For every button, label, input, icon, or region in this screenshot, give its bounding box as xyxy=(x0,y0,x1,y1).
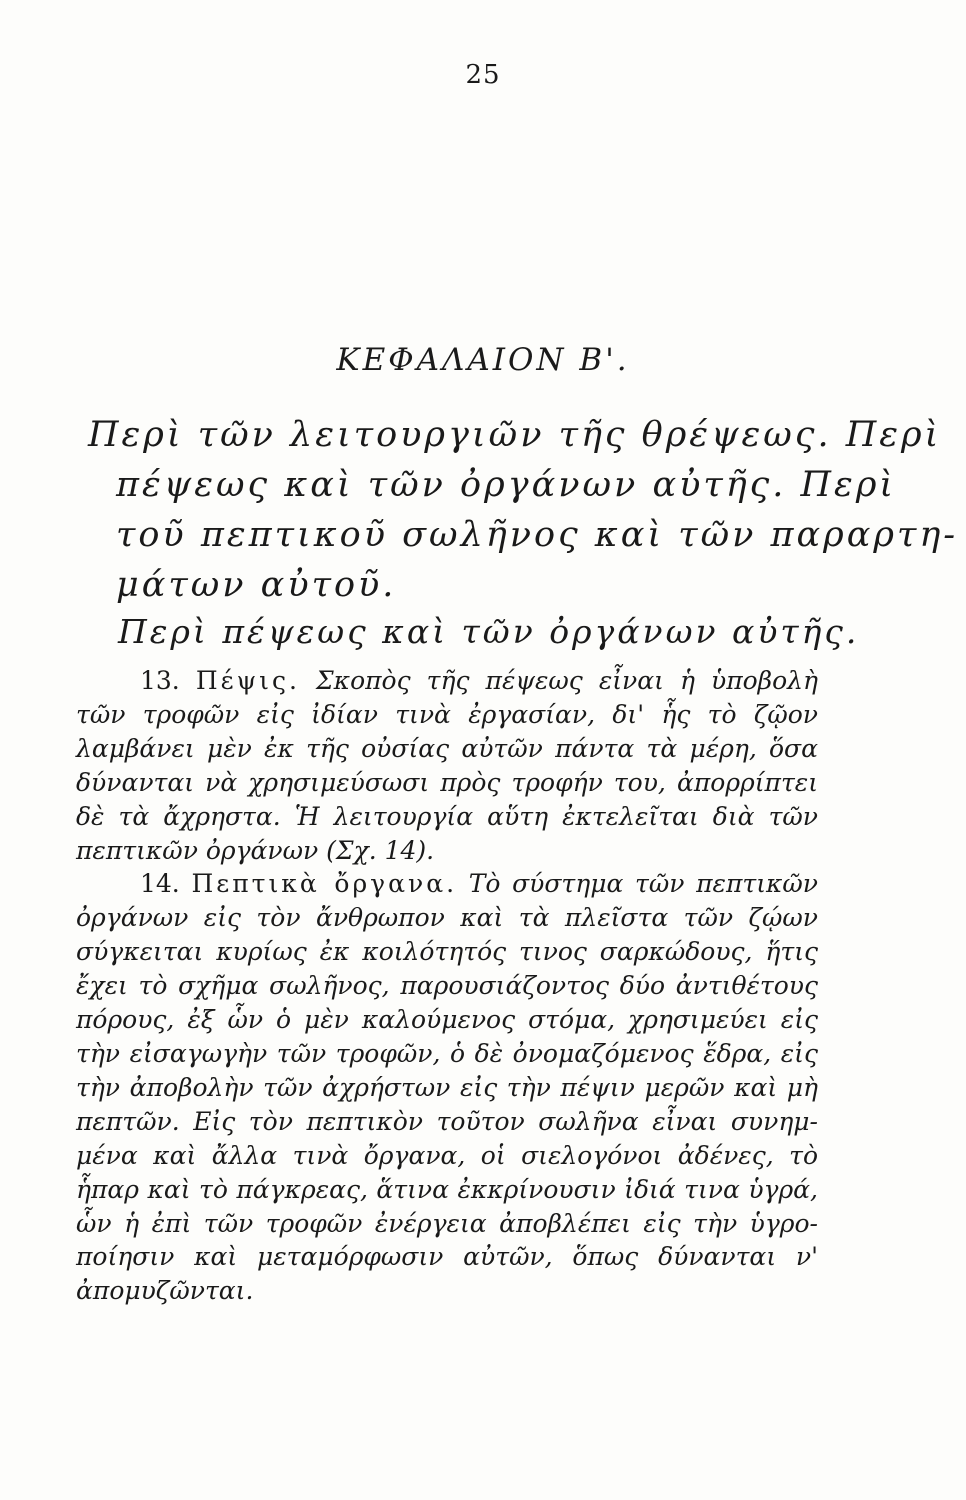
paragraph-line: δύνανται νὰ χρησιμεύσωσι πρὸς τροφήν του, ἀπορρίπτει xyxy=(76,767,818,797)
paragraph-number: 14. xyxy=(140,869,180,899)
paragraph-line: ἧπαρ καὶ τὸ πάγκρεας, ἅτινα ἐκκρίνουσιν ἰδιά τινα ὑγρά, xyxy=(76,1174,818,1204)
page-number: 25 xyxy=(465,60,501,90)
paragraph-line: μένα καὶ ἄλλα τινὰ ὄργανα, οἱ σιελογόνοι ἀδένες, τὸ xyxy=(76,1140,818,1170)
paragraph-line: τὴν ἀποβολὴν τῶν ἀχρήστων εἰς τὴν πέψιν μερῶν καὶ μὴ xyxy=(76,1072,818,1102)
paragraph-line: σύγκειται κυρίως ἐκ κοιλότητός τινος σαρκώδους, ἥτις xyxy=(76,937,818,967)
chapter-heading: ΚΕΦΑΛΑΙΟΝ Β'. xyxy=(336,342,630,378)
paragraph-line: λαμβάνει μὲν ἐκ τῆς οὐσίας αὐτῶν πάντα τὰ μέρη, ὅσα xyxy=(76,733,818,763)
summary-line: πέψεως καὶ τῶν ὀργάνων αὐτῆς. Περὶ xyxy=(116,465,897,505)
paragraph-title: Πέψις. xyxy=(195,666,300,695)
summary-line: Περὶ τῶν λειτουργιῶν τῆς θρέψεως. Περὶ xyxy=(88,415,942,455)
paragraph-line: πεπτικῶν ὀργάνων (Σχ. 14). xyxy=(76,835,435,865)
paragraph-text: Σκοπὸς τῆς πέψεως εἶναι ἡ ὑποβολὴ xyxy=(316,666,819,695)
paragraph-13-first-line xyxy=(76,664,818,698)
paragraph-number: 13. xyxy=(140,666,180,695)
paragraph-line: δὲ τὰ ἄχρηστα. Ἡ λειτουργία αὕτη ἐκτελεῖται διὰ τῶν xyxy=(76,801,818,831)
paragraph-line: πόρους, ἐξ ὧν ὁ μὲν καλούμενος στόμα, χρησιμεύει εἰς xyxy=(76,1005,818,1035)
paragraph-line: τῶν τροφῶν εἰς ἰδίαν τινὰ ἐργασίαν, δι' ἧς τὸ ζῷον xyxy=(76,699,818,729)
paragraph-14-first-line xyxy=(76,867,818,901)
paragraph-line: ὧν ἡ ἐπὶ τῶν τροφῶν ἐνέργεια ἀποβλέπει εἰς τὴν ὑγρο- xyxy=(76,1208,818,1238)
paragraph-title: Πεπτικὰ ὄργανα. xyxy=(191,869,458,899)
paragraph-line: τὴν εἰσαγωγὴν τῶν τροφῶν, ὁ δὲ ὀνομαζόμενος ἕδρα, εἰς xyxy=(76,1038,818,1068)
summary-line: τοῦ πεπτικοῦ σωλῆνος καὶ τῶν παραρτη- xyxy=(116,515,959,555)
paragraph-line: ἀπομυζῶνται. xyxy=(76,1276,254,1306)
paragraph-text: Τὸ σύστημα τῶν πεπτικῶν xyxy=(468,869,818,899)
section-heading: Περὶ πέψεως καὶ τῶν ὀργάνων αὐτῆς. xyxy=(118,612,860,651)
chapter-summary xyxy=(88,410,959,610)
summary-line: μάτων αὐτοῦ. xyxy=(116,565,397,605)
paragraph-line: ἔχει τὸ σχῆμα σωλῆνος, παρουσιάζοντος δύο ἀντιθέτους xyxy=(76,971,818,1001)
body-text xyxy=(76,664,818,1308)
paragraph-line: πεπτῶν. Εἰς τὸν πεπτικὸν τοῦτον σωλῆνα εἶναι συνημ- xyxy=(76,1106,818,1136)
paragraph-line: ποίησιν καὶ μεταμόρφωσιν αὐτῶν, ὅπως δύνανται ν' xyxy=(76,1242,818,1272)
paragraph-line: ὀργάνων εἰς τὸν ἄνθρωπον καὶ τὰ πλεῖστα τῶν ζῴων xyxy=(76,903,818,933)
